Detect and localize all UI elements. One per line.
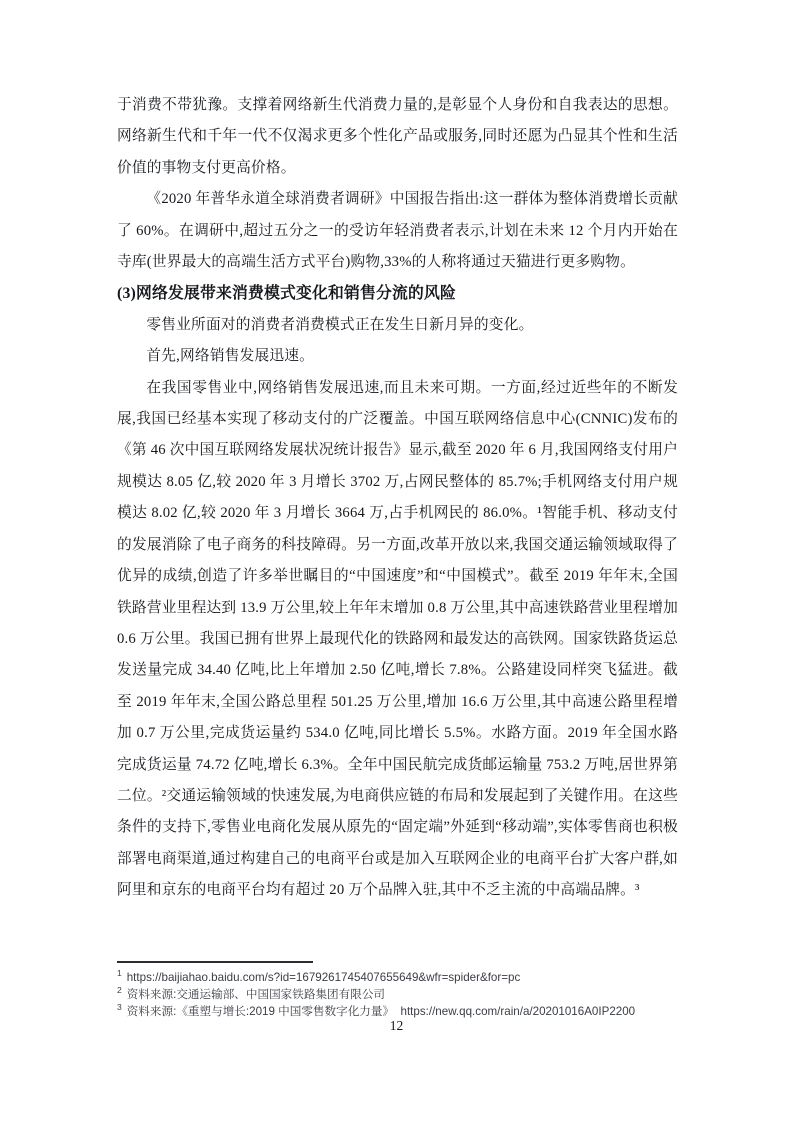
paragraph-ecommerce-infrastructure: 在我国零售业中,网络销售发展迅速,而且未来可期。一方面,经过近些年的不断发展,我国已经基本实现了移动支付的广泛覆盖。中国互联网络信息中心(CNNIC)发布的《第 46 次中国互联网络发展状况统计报告》显示,截至 2020 年 6 月,我国网络支付用户规模达 8.05 亿,较 2020 年 3 月增长 3702 万,占网民整体的 85.7%;手机网络支付用户规模达 8.02 亿,较 2020 年 3 月增长 3664 万,占手机网民的 86.0%。¹智能手机、移动支付的发展消除了电子商务的科技障碍。另一方面,改革开放以来,我国交通运输领域取得了优异的成绩,创造了许多举世瞩目的“中国速度”和“中国模式”。截至 2019 年年末,全国铁路营业里程达到 13.9 万公里,较上年年末增加 0.8 万公里,其中高速铁路营业里程增加 0.6 万公里。我国已拥有世界上最现代化的铁路网和最发达的高铁网。国家铁路货运总发送量完成 34.40 亿吨,比上年增加 2.50 亿吨,增长 7.8%。公路建设同样突飞猛进。截至 2019 年年末,全国公路总里程 501.25 万公里,增加 16.6 万公里,其中高速公路里程增加 0.7 万公里,完成货运量约 534.0 亿吨,同比增长 5.5%。水路方面。2019 年全国水路完成货运量 74.72 亿吨,增长 6.3%。全年中国民航完成货邮运输量 753.2 万吨,居世界第二位。²交通运输领域的快速发展,为电商供应链的布局和发展起到了关键作用。在这些条件的支持下,零售业电商化发展从原先的“固定端”外延到“移动端”,实体零售商也积极部署电商渠道,通过构建自己的电商平台或是加入互联网企业的电商平台扩大客户群,如阿里和京东的电商平台均有超过 20 万个品牌入驻,其中不乏主流的中高端品牌。³ (117, 379, 678, 899)
footnote-1-text: https://baijiahao.baidu.com/s?id=1679261745407655649&wfr=spider&for=pc (126, 971, 521, 984)
section-heading-risk: (3)网络发展带来消费模式变化和销售分流的风险 (117, 285, 456, 303)
footnote-divider (117, 961, 313, 963)
footnote-2-marker: 2 (117, 984, 122, 995)
paragraph-consumption-continued: 于消费不带犹豫。支撑着网络新生代消费力量的,是彰显个人身份和自我表达的思想。网络新生代和千年一代不仅渴求更多个性化产品或服务,同时还愿为凸显其个性和生活价值的事物支付更高价格。 (117, 97, 678, 176)
footnote-1-marker: 1 (117, 968, 122, 979)
footnote-3-marker: 3 (117, 1001, 122, 1012)
paragraph-online-sales-growth: 首先,网络销售发展迅速。 (146, 348, 315, 365)
footnote-1 (117, 970, 678, 987)
footnote-2-text: 资料来源:交通运输部、中国国家铁路集团有限公司 (126, 987, 386, 1001)
footnote-3-text: 资料来源:《重塑与增长:2019 中国零售数字化力量》 https://new.qq.com/rain/a/20201016A0IP2200 (126, 1004, 636, 1018)
paragraph-pwc-survey: 《2020 年普华永道全球消费者调研》中国报告指出:这一群体为整体消费增长贡献了 60%。在调研中,超过五分之一的受访年轻消费者表示,计划在未来 12 个月内开始在寺库(世界最大的高端生活方式平台)购物,33%的人称将通过天猫进行更多购物。 (117, 191, 678, 271)
page-number: 12 (389, 1018, 404, 1033)
footnotes-section (117, 961, 678, 1020)
document-body (117, 90, 678, 907)
paragraph-consumer-pattern-change: 零售业所面对的消费者消费模式正在发生日新月异的变化。 (146, 316, 534, 333)
footnote-2 (117, 984, 678, 1004)
